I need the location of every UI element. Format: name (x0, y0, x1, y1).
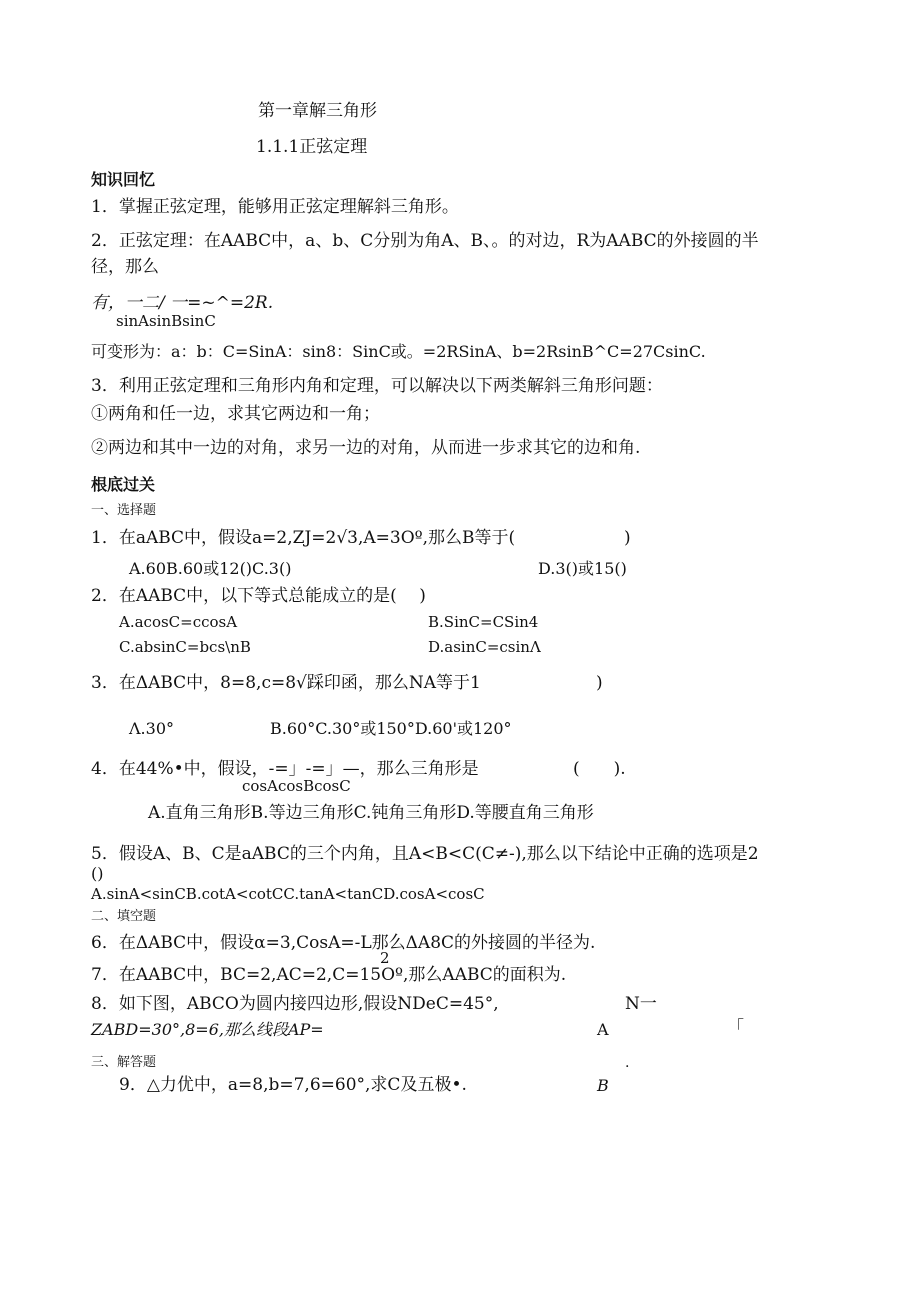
question-3: 3．在ΔABC中，8=8,c=8√踩印函，那么NA等于1 (91, 673, 481, 693)
chapter-title: 第一章解三角形 (258, 101, 377, 121)
question-7: 7．在AABC中，BC=2,AC=2,C=15Oº,那么AABC的面积为. (91, 965, 567, 985)
question-2-option-a: A.acosC=ccosA (119, 613, 238, 631)
question-2-option-c: C.absinC=bcs\nB (119, 638, 251, 656)
question-4: 4．在44%•中，假设，-=」-=」—，那么三角形是 (91, 759, 479, 779)
section-multiple-choice: 一、选择题 (91, 503, 157, 518)
sine-law-variant: 可变形为：a：b：C=SinA：sin8：SinC或。=2RSinA、b=2RsinB^C=27CsinC. (91, 342, 706, 361)
question-4-paren: ( ). (573, 759, 626, 779)
knowledge-item-2-line-2: 径，那么 (91, 257, 159, 277)
section-title: 1.1.1正弦定理 (256, 137, 368, 157)
figure-bracket: 「 (727, 1018, 744, 1038)
question-1-close: ) (624, 528, 631, 548)
figure-dot: . (625, 1055, 630, 1071)
question-1-options-abc: A.60B.60或12()C.3() (129, 559, 292, 578)
question-5-line-1: 5．假设A、B、C是aABC的三个内角，且A<B<C(C≠-),那么以下结论中正确的选项是2 (91, 844, 759, 864)
question-1: 1．在aABC中，假设a=2,ZJ=2√3,A=3Oº,那么B等于( (91, 528, 516, 548)
question-4-denominators: cosAcosBcosC (242, 777, 351, 795)
question-2-option-d: D.asinC=csinΛ (428, 638, 541, 656)
basics-heading: 根底过关 (91, 475, 156, 494)
knowledge-case-2: ②两边和其中一边的对角，求另一边的对角，从而进一步求其它的边和角. (91, 438, 641, 458)
question-5-options: A.sinA<sinCB.cotA<cotCC.tanA<tanCD.cosA<cosC (91, 885, 485, 903)
question-8: 8．如下图，ABCO为圆内接四边形,假设NDeC=45°, (91, 994, 499, 1014)
figure-label-a: A (597, 1020, 609, 1039)
section-fill-in: 二、填空题 (91, 909, 157, 924)
question-6: 6．在ΔABC中，假设α=3,CosA=-L那么ΔA8C的外接圆的半径为. (91, 933, 596, 953)
question-3-options-bcd: B.60°C.30°或150°D.60'或120° (270, 719, 512, 738)
question-8-line-2: ZABD=30°,8=6,那么线段AP= (91, 1020, 324, 1039)
knowledge-case-1: ①两角和任一边，求其它两边和一角； (91, 404, 380, 424)
question-4-options: A.直角三角形B.等边三角形C.钝角三角形D.等腰直角三角形 (148, 803, 594, 823)
knowledge-item-3: 3．利用正弦定理和三角形内角和定理，可以解决以下两类解斜三角形问题： (91, 376, 663, 396)
knowledge-heading: 知识回忆 (91, 170, 156, 189)
figure-label-n: N一 (625, 994, 657, 1014)
question-3-option-a: Λ.30° (129, 719, 174, 738)
figure-label-b: B (597, 1076, 609, 1095)
question-5-line-2: () (91, 864, 104, 883)
question-2: 2．在AABC中，以下等式总能成立的是( ) (91, 586, 426, 606)
knowledge-item-2-line-1: 2．正弦定理：在AABC中，a、b、C分别为角A、B、。的对边，R为AABC的外接圆的半 (91, 231, 759, 251)
question-6-subscript: 2 (380, 949, 390, 967)
sine-law-formula: 有，一二/ 一=~^=2R. (91, 293, 274, 313)
knowledge-item-1: 1．掌握正弦定理，能够用正弦定理解斜三角形。 (91, 197, 459, 217)
question-2-option-b: B.SinC=CSin4 (428, 613, 539, 631)
question-1-option-d: D.3()或15() (538, 559, 627, 578)
sine-law-denominators: sinAsinBsinC (116, 312, 216, 330)
question-9: 9．△力优中，a=8,b=7,6=60°,求C及五极•. (119, 1075, 467, 1095)
section-solve: 三、解答题 (91, 1055, 157, 1070)
question-3-close: ) (596, 673, 603, 693)
